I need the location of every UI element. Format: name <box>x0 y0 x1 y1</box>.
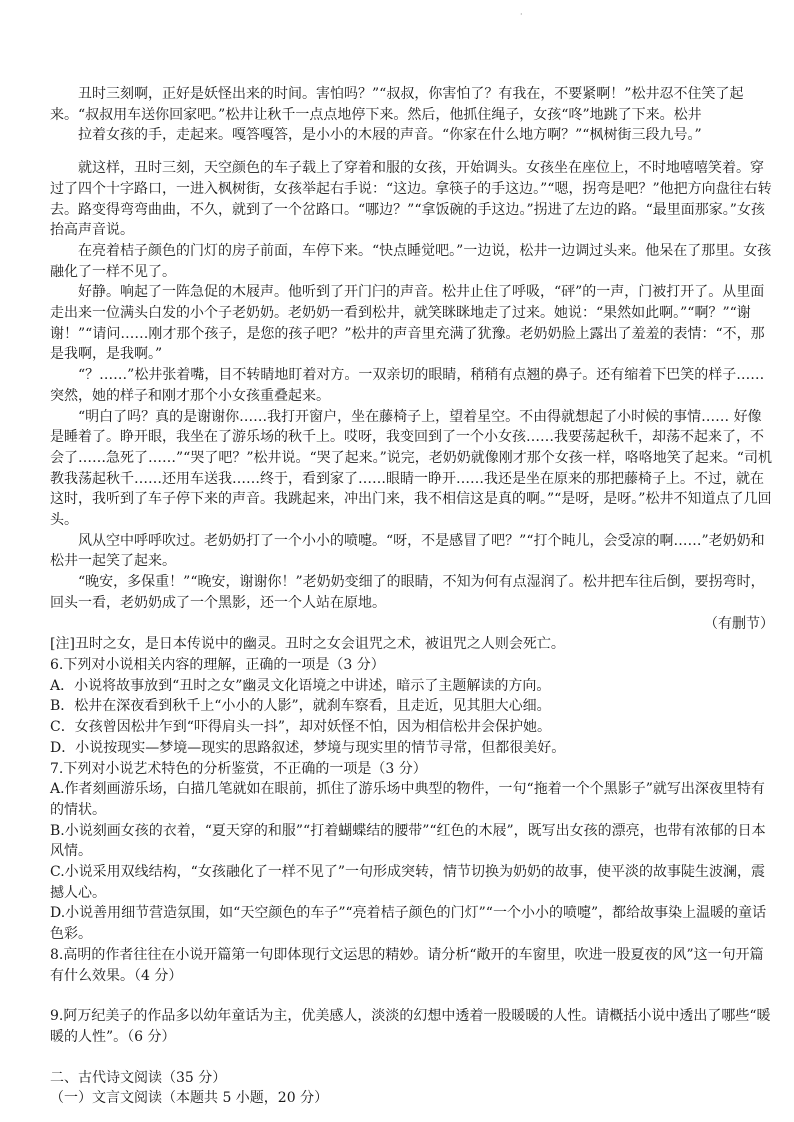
story-paragraph: “？……”松井张着嘴，目不转睛地盯着对方。一双亲切的眼睛，稍稍有点翘的鼻子。还有缩着下巴笑的样子……突然，她的样子和刚才那个小女孩重叠起来。 <box>50 367 765 404</box>
question-6-option-c: C．女孩曾因松井乍到“吓得肩头一抖”，却对妖怪不怕，因为相信松井会保护她。 <box>50 719 552 736</box>
section-2-title: 二、古代诗文阅读（35 分） <box>50 1069 227 1086</box>
scan-mark: · <box>520 10 523 19</box>
question-7-option-d: D.小说善用细节营造氛围，如“天空颜色的车子”“亮着桔子颜色的门灯”“一个小小的喷嚏”，都给故事染上温暖的童话色彩。 <box>50 905 767 943</box>
question-7-option-c: C.小说采用双线结构，“女孩融化了一样不见了”一句形成突转，情节切换为奶奶的故事，使平淡的故事陡生波澜，震撼人心。 <box>50 864 765 901</box>
question-6-option-b: B．松井在深夜看到秋千上“小小的人影”，就刹车察看，且走近，见其胆大心细。 <box>50 698 551 715</box>
question-8: 8.高明的作者往往在小说开篇第一句即体现行文运思的精妙。请分析“敞开的车窗里，吹进一股夏夜的风”这一句开篇有什么效果。（4 分） <box>50 946 764 984</box>
question-7-stem: 7.下列对小说艺术特色的分析鉴赏，不正确的一项是（3 分） <box>50 760 427 777</box>
story-paragraph: 在亮着桔子颜色的门灯的房子前面，车停下来。“快点睡觉吧。”一边说，松井一边调过头来。他呆在了那里。女孩融化了一样不见了。 <box>50 242 772 280</box>
story-paragraph: “明白了吗？真的是谢谢你……我打开窗户，坐在藤椅子上，望着星空。不由得就想起了小时候的事情…… 好像是睡着了。睁开眼，我坐在了游乐场的秋千上。哎呀，我变回到了一个小女孩……我要荡起秋千，却荡不起来了，不会了……急死了……”“哭了吧？”松井说。“哭了起来。”说完，老奶奶就像刚才那个女孩一样，咯咯地笑了起来。“司机教我荡起秋千……还用车送我……终于，看到家了……眼睛一睁开……我还是坐在原来的那把藤椅子上。不过，就在这时，我听到了车子停下来的声音。我跳起来，冲出门来，我不相信这是真的啊。”“是呀，是呀。”松井不知道点了几回头。 <box>50 408 772 529</box>
footnote: [注]丑时之女，是日本传说中的幽灵。丑时之女会诅咒之术，被诅咒之人则会死亡。 <box>50 636 565 653</box>
story-paragraph: 拉着女孩的手，走起来。嘎答嘎答，是小小的木屐的声音。“你家在什么地方啊？”“枫树街三段九号。” <box>78 127 702 144</box>
question-7-option-b: B.小说刻画女孩的衣着，“夏天穿的和服”“打着蝴蝶结的腰带”“红色的木屐”，既写出女孩的漂亮，也带有浓郁的日本风情。 <box>50 822 766 860</box>
story-paragraph: 风从空中呼呼吹过。老奶奶打了一个小小的喷嚏。“呀，不是感冒了吧？”“打个盹儿，会受凉的啊……”老奶奶和松井一起笑了起来。 <box>50 532 765 570</box>
question-6-option-d: D．小说按现实—梦境—现实的思路叙述，梦境与现实里的情节寻常，但都很美好。 <box>50 739 566 756</box>
question-9: 9.阿万纪美子的作品多以幼年童话为主，优美感人，淡淡的幻想中透着一股暖暖的人性。请概括小说中透出了哪些“暖暖的人性”。（6 分） <box>50 1008 771 1045</box>
story-paragraph: “晚安，多保重！”“晚安，谢谢你！”老奶奶变细了的眼睛，不知为何有点湿润了。松井把车往后倒，要拐弯时，回头一看，老奶奶成了一个黑影，还一个人站在原地。 <box>50 574 765 611</box>
story-paragraph: 丑时三刻啊，正好是妖怪出来的时间。害怕吗？”“叔叔，你害怕了？有我在，不要紧啊！”松井忍不住笑了起来。“叔叔用车送你回家吧。”松井让秋千一点点地停下来。然后，他抓住绳子，女孩“咚”地跳了下来。松井 <box>50 86 744 123</box>
story-paragraph: 就这样，丑时三刻，天空颜色的车子载上了穿着和服的女孩，开始调头。女孩坐在座位上，不时地嘻嘻笑着。穿过了四个十字路口，一进入枫树街，女孩举起右手说：“这边。拿筷子的手这边。”“嗯，拐弯是吧？”他把方向盘往右转去。路变得弯弯曲曲，不久，就到了一个岔路口。“哪边？”“拿饭碗的手这边。”拐进了左边的路。“最里面那家。”女孩抬高声音说。 <box>50 160 772 239</box>
question-6-stem: 6.下列对小说相关内容的理解，正确的一项是（3 分） <box>50 656 385 673</box>
question-6-option-a: A．小说将故事放到“丑时之女”幽灵文化语境之中讲述，暗示了主题解读的方向。 <box>50 677 551 694</box>
story-paragraph: 好静。响起了一阵急促的木屐声。他听到了开门闩的声音。松井止住了呼吸，“砰”的一声，门被打开了。从里面走出来一位满头白发的小个子老奶奶。老奶奶一看到松井，就笑眯眯地走了过来。她说：“果然如此啊。”“啊？”“谢谢！”“请问……刚才那个孩子，是您的孩子吧？”松井的声音里充满了犹豫。老奶奶脸上露出了羞羞的表情：“不，那是我啊，是我啊。” <box>50 284 765 363</box>
question-7-option-a: A.作者刻画游乐场，白描几笔就如在眼前，抓住了游乐场中典型的物件，一句“拖着一个个黑影子”就写出深夜里特有的情状。 <box>50 781 765 818</box>
section-2-subtitle: （一）文言文阅读（本题共 5 小题，20 分） <box>50 1090 329 1107</box>
cut-note: （有删节） <box>704 615 774 632</box>
story-text <box>50 84 774 1109</box>
